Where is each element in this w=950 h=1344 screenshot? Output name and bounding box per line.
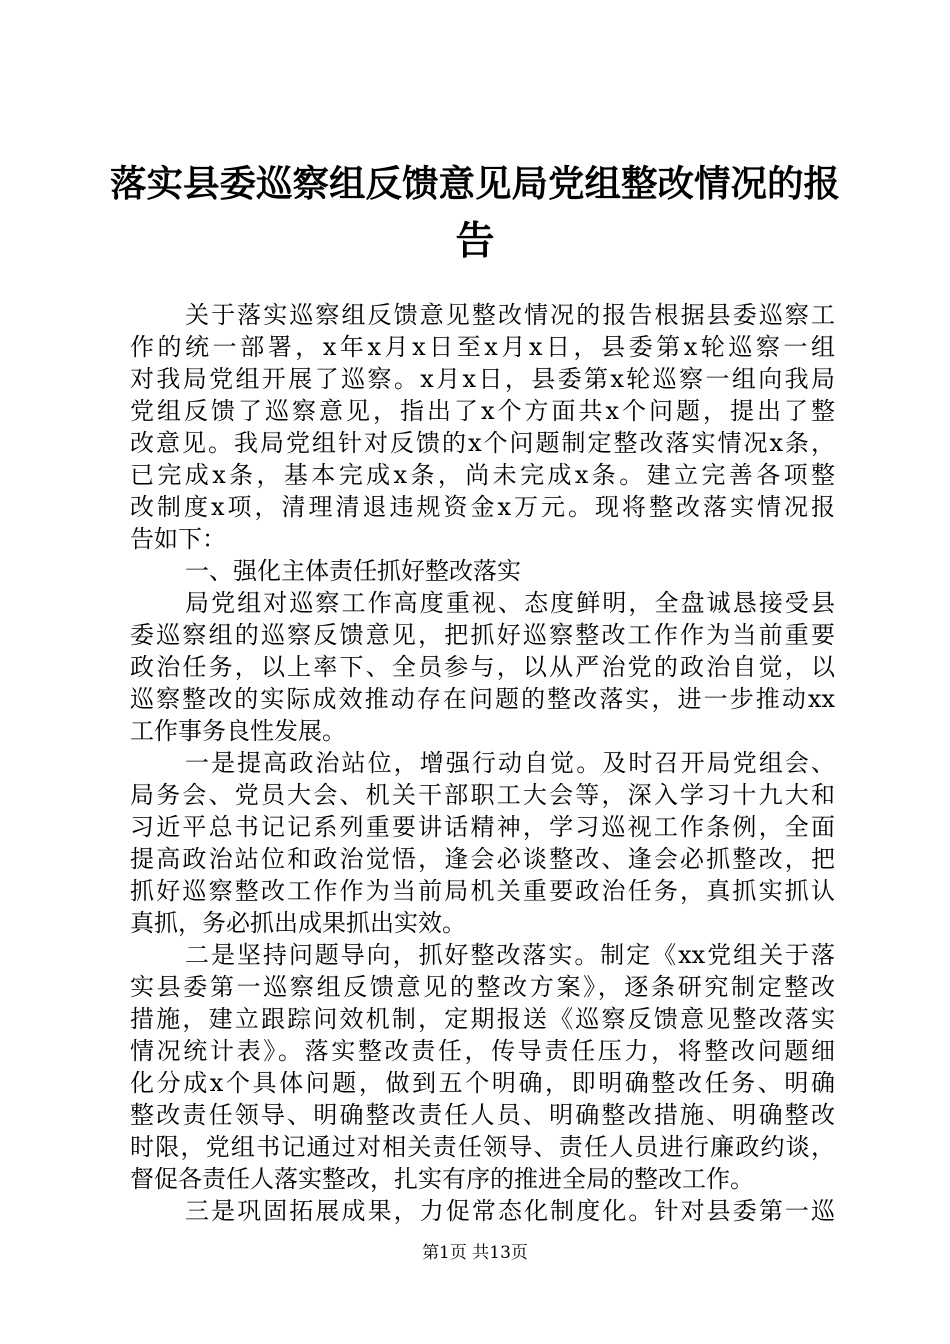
body-line: 抓好巡察整改工作作为当前局机关重要政治任务，真抓实抓认 <box>130 877 835 905</box>
section-heading: 一、强化主体责任抓好整改落实 <box>185 557 521 585</box>
body-line: 工作事务良性发展。 <box>130 717 346 745</box>
body-line: 巡察整改的实际成效推动存在问题的整改落实，进一步推动xx <box>130 685 835 713</box>
body-line: 党组反馈了巡察意见，指出了x个方面共x个问题，提出了整 <box>130 397 835 425</box>
body-line: 改意见。我局党组针对反馈的x个问题制定整改落实情况x条， <box>130 429 835 457</box>
body-line: 改制度x项，清理清退违规资金x万元。现将整改落实情况报 <box>130 493 835 521</box>
body-line: 督促各责任人落实整改，扎实有序的推进全局的整改工作。 <box>130 1165 754 1193</box>
body-line: 作的统一部署，x年x月x日至x月x日，县委第x轮巡察一组 <box>130 333 835 361</box>
body-line: 二是坚持问题导向，抓好整改落实。制定《xx党组关于落 <box>185 941 835 969</box>
body-line: 局党组对巡察工作高度重视、态度鲜明，全盘诚恳接受县 <box>185 589 835 617</box>
body-line: 告如下： <box>130 525 226 553</box>
body-line: 时限，党组书记通过对相关责任领导、责任人员进行廉政约谈， <box>130 1133 835 1161</box>
body-line: 一是提高政治站位，增强行动自觉。及时召开局党组会、 <box>185 749 835 777</box>
body-line: 局务会、党员大会、机关干部职工大会等，深入学习十九大和 <box>130 781 835 809</box>
body-line: 措施，建立跟踪问效机制，定期报送《巡察反馈意见整改落实 <box>130 1005 835 1033</box>
body-line: 政治任务，以上率下、全员参与，以从严治党的政治自觉，以 <box>130 653 835 681</box>
body-line: 情况统计表》。落实整改责任，传导责任压力，将整改问题细 <box>130 1037 835 1065</box>
body-line: 已完成x条，基本完成x条，尚未完成x条。建立完善各项整 <box>130 461 835 489</box>
body-line: 对我局党组开展了巡察。x月x日，县委第x轮巡察一组向我局 <box>130 365 835 393</box>
body-line: 实县委第一巡察组反馈意见的整改方案》，逐条研究制定整改 <box>130 973 835 1001</box>
body-line: 提高政治站位和政治觉悟，逢会必谈整改、逢会必抓整改，把 <box>130 845 835 873</box>
body-line: 委巡察组的巡察反馈意见，把抓好巡察整改工作作为当前重要 <box>130 621 835 649</box>
body-line: 三是巩固拓展成果，力促常态化制度化。针对县委第一巡 <box>185 1197 835 1225</box>
body-line: 整改责任领导、明确整改责任人员、明确整改措施、明确整改 <box>130 1101 835 1129</box>
body-line: 习近平总书记记系列重要讲话精神，学习巡视工作条例，全面 <box>130 813 835 841</box>
document-title-line-1: 落实县委巡察组反馈意见局党组整改情况的报 <box>110 162 840 205</box>
document-body <box>130 299 835 1227</box>
body-line: 关于落实巡察组反馈意见整改情况的报告根据县委巡察工 <box>185 301 835 329</box>
body-line: 真抓，务必抓出成果抓出实效。 <box>130 909 466 937</box>
body-line: 化分成x个具体问题，做到五个明确，即明确整改任务、明确 <box>130 1069 835 1097</box>
document-title-line-2: 告 <box>455 218 495 264</box>
page-number-footer: 第1页 共13页 <box>422 1243 528 1263</box>
